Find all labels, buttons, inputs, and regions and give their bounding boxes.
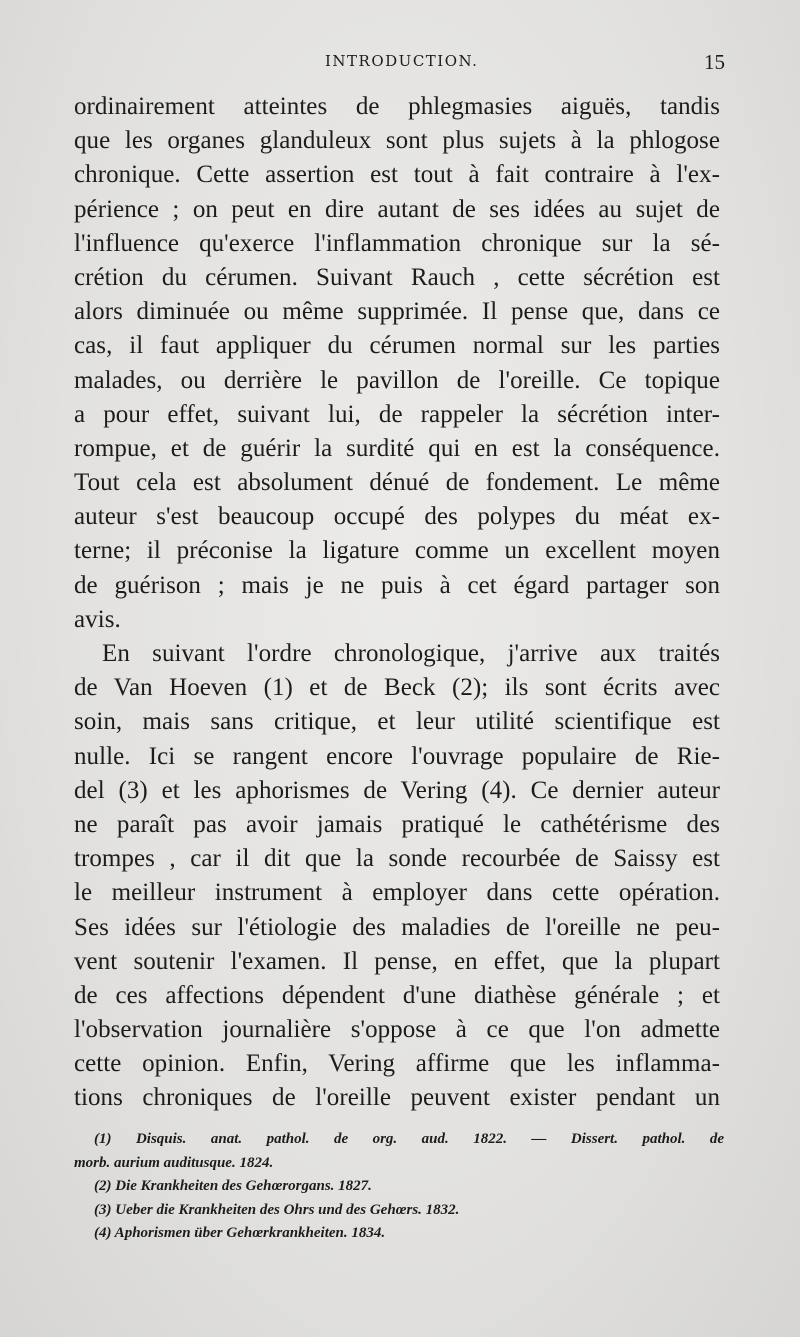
body-line: périence ; on peut en dire autant de ses idées au sujet de <box>74 195 720 223</box>
body-text <box>74 90 720 1116</box>
body-line: En suivant l'ordre chronologique, j'arrive aux traités <box>102 640 720 667</box>
body-line: Tout cela est absolument dénué de fondement. Le même <box>74 469 720 497</box>
body-line: de Van Hoeven (1) et de Beck (2); ils sont écrits avec <box>74 674 720 702</box>
body-line: crétion du cérumen. Suivant Rauch , cette sécrétion est <box>74 263 720 291</box>
body-line: de ces affections dépendent d'une diathèse générale ; et <box>74 981 720 1009</box>
running-title: INTRODUCTION. <box>325 52 479 70</box>
body-line: malades, ou derrière le pavillon de l'oreille. Ce topique <box>74 366 720 394</box>
body-line: ne paraît pas avoir jamais pratiqué le cathétérisme des <box>74 810 720 838</box>
body-line: le meilleur instrument à employer dans cette opération. <box>74 879 720 907</box>
body-line: cas, il faut appliquer du cérumen normal sur les parties <box>74 332 720 360</box>
footnote: (2) Die Krankheiten des Gehœrorgans. 1827. <box>94 1178 372 1194</box>
running-head <box>70 50 725 80</box>
footnote: (3) Ueber die Krankheiten des Ohrs und des Gehœrs. 1832. <box>94 1201 460 1218</box>
body-line: que les organes glanduleux sont plus sujets à la phlogose <box>74 127 720 155</box>
body-line: l'observation journalière s'oppose à ce que l'on admette <box>74 1016 720 1044</box>
body-line: del (3) et les aphorismes de Vering (4). Ce dernier auteur <box>74 776 720 804</box>
footnote-continuation: morb. aurium auditusque. 1824. <box>74 1154 274 1171</box>
body-line: auteur s'est beaucoup occupé des polypes du méat ex- <box>74 503 720 531</box>
body-line: terne; il préconise la ligature comme un excellent moyen <box>74 537 720 565</box>
body-line: chronique. Cette assertion est tout à fait contraire à l'ex- <box>74 161 720 189</box>
body-line: cette opinion. Enfin, Vering affirme que les inflamma- <box>74 1050 720 1078</box>
footnote: (4) Aphorismen über Gehœrkrankheiten. 1834. <box>94 1225 386 1241</box>
body-line: nulle. Ici se rangent encore l'ouvrage populaire de Rie- <box>74 742 720 770</box>
body-line: de guérison ; mais je ne puis à cet égard partager son <box>74 571 720 599</box>
body-line: vent soutenir l'examen. Il pense, en effet, que la plupart <box>74 947 720 975</box>
footnote: (1) Disquis. anat. pathol. de org. aud. 1822. — Dissert. pathol. de <box>94 1131 724 1147</box>
body-line: rompue, et de guérir la surdité qui en est la conséquence. <box>74 434 720 462</box>
body-line: trompes , car il dit que la sonde recourbée de Saissy est <box>74 845 720 873</box>
body-line: Ses idées sur l'étiologie des maladies de l'oreille ne peu- <box>74 913 720 941</box>
body-line: alors diminuée ou même supprimée. Il pense que, dans ce <box>74 298 720 326</box>
body-line: ordinairement atteintes de phlegmasies aiguës, tandis <box>74 93 720 120</box>
body-line: a pour effet, suivant lui, de rappeler la sécrétion inter- <box>74 400 720 428</box>
footnotes <box>74 1128 724 1246</box>
body-line: avis. <box>74 605 121 633</box>
page-number: 15 <box>704 50 725 74</box>
body-line: tions chroniques de l'oreille peuvent exister pendant un <box>74 1084 720 1112</box>
body-line: l'influence qu'exerce l'inflammation chronique sur la sé- <box>74 229 720 257</box>
body-line: soin, mais sans critique, et leur utilité scientifique est <box>74 708 720 736</box>
